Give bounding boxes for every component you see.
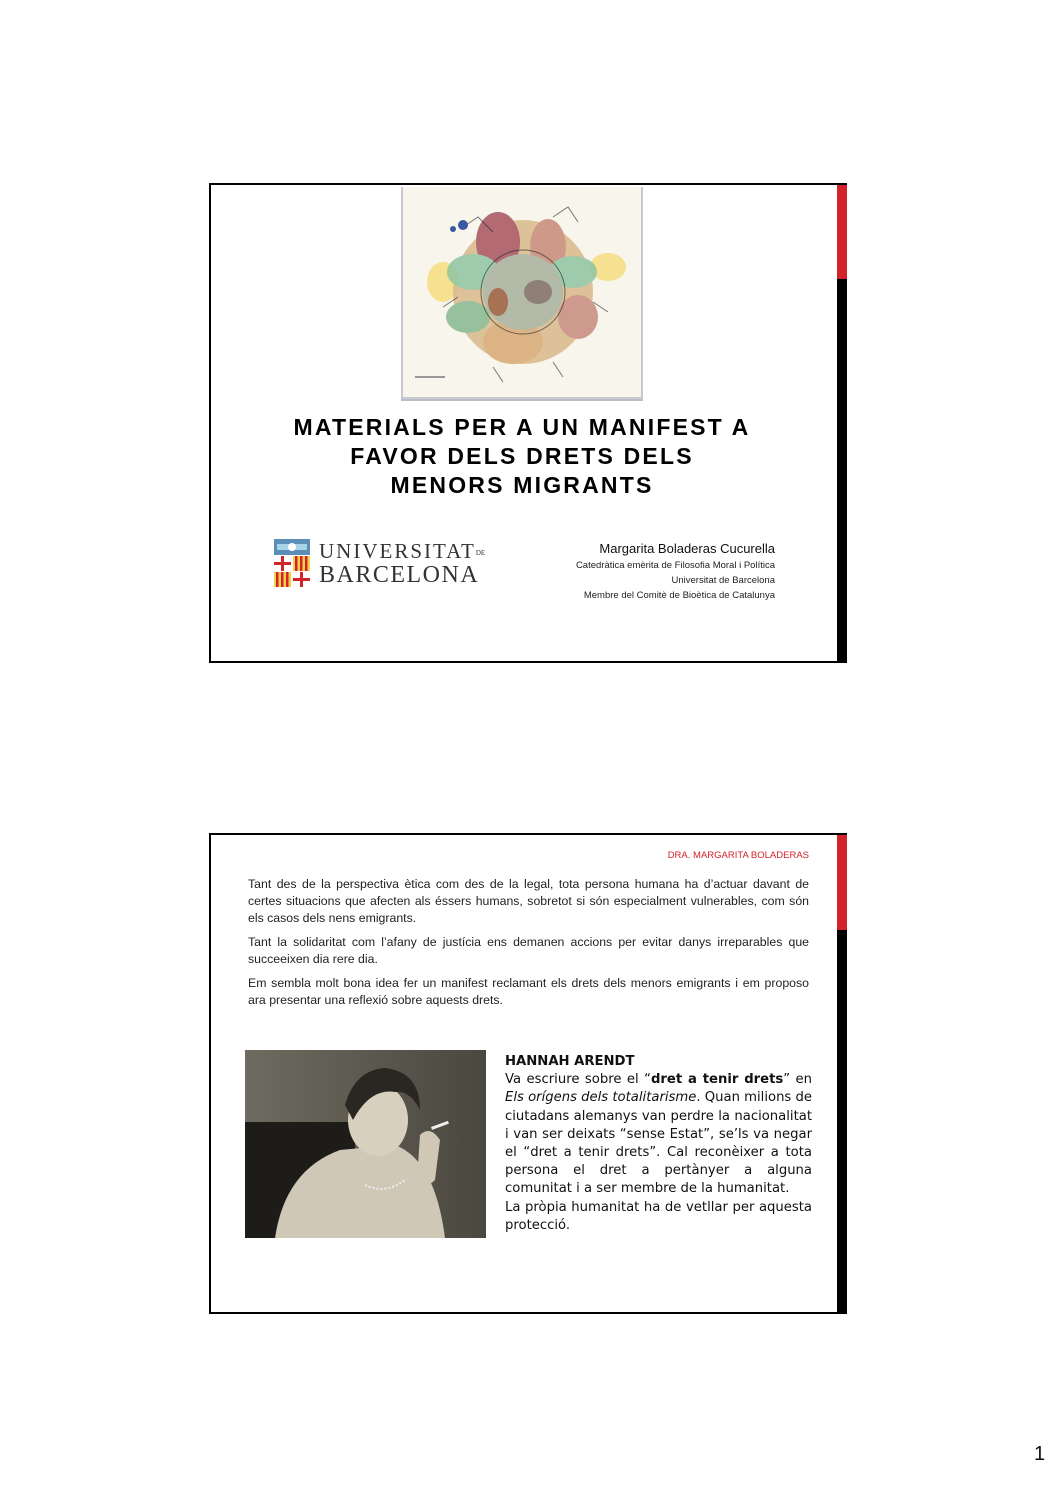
slide-side-bar [837, 185, 847, 663]
logo-line-1-suffix: DE [475, 549, 486, 558]
side-bar-red-accent [837, 835, 847, 930]
page-number: 1 [1034, 1443, 1046, 1465]
title-line: FAVOR DELS DRETS DELS [350, 443, 694, 469]
text-segment: Va escriure sobre el “ [505, 1072, 651, 1088]
author-block [576, 540, 775, 603]
slide-side-bar [837, 835, 847, 1314]
artwork-illustration-icon [403, 187, 641, 397]
logo-line-1: UNIVERSITAT [319, 538, 476, 563]
text-segment: . Quan milions de ciutadans alemanys van perdre la nacionalitat i van ser deixats “sense Estat”, se’ls va negar el “dret a tenir drets”. Cal reconèixer a tota persona el dret a pertànyer a alguna comunitat i a ser membre de la humanitat. [505, 1090, 812, 1197]
author-affiliation: Universitat de Barcelona [671, 575, 775, 586]
title-line: MENORS MIGRANTS [390, 472, 654, 498]
logo-line-2: BARCELONA [319, 562, 480, 589]
slide-introduction [209, 833, 847, 1314]
arendt-text [505, 1053, 812, 1235]
author-name: Margarita Boladeras Cucurella [599, 541, 775, 556]
slide-header: DRA. MARGARITA BOLADERAS [667, 850, 809, 861]
bold-phrase: dret a tenir drets [650, 1072, 784, 1088]
arendt-paragraph [505, 1071, 812, 1198]
intro-text [248, 876, 809, 1016]
paragraph: Tant la solidaritat com l’afany de justícia ens demanen accions per evitar danys irreparables que succeeixen dia rere dia. [248, 935, 809, 966]
hannah-arendt-photo [245, 1050, 486, 1238]
portrait-photo-icon [245, 1050, 486, 1238]
author-position: Catedràtica emèrita de Filosofia Moral i Política [575, 560, 775, 571]
side-bar-red-accent [837, 185, 847, 279]
arendt-paragraph: La pròpia humanitat ha de vetllar per aquesta protecció. [505, 1199, 812, 1233]
author-membership: Membre del Comitè de Bioètica de Catalunya [583, 590, 775, 601]
paragraph: Tant des de la perspectiva ètica com des de la legal, tota persona humana ha d’actuar davant de certes situacions que afecten als éssers humans, sobretot si són especialment vulnerables, com són els casos dels nens emigrants. [248, 877, 809, 925]
university-shield-icon [273, 538, 311, 588]
slide-title [209, 183, 847, 663]
book-title: Els orígens dels totalitarisme [505, 1090, 697, 1106]
title-line: MATERIALS PER A UN MANIFEST A [293, 414, 751, 440]
watercolor-artwork-image [401, 187, 643, 399]
text-segment: ” en [783, 1072, 812, 1088]
paragraph: Em sembla molt bona idea fer un manifest reclamant els drets dels menors emigrants i em proposo ara presentar una reflexió sobre aquests drets. [248, 976, 809, 1007]
university-logo [273, 535, 493, 591]
slide-title-text [211, 413, 833, 500]
arendt-heading: HANNAH ARENDT [505, 1054, 635, 1069]
